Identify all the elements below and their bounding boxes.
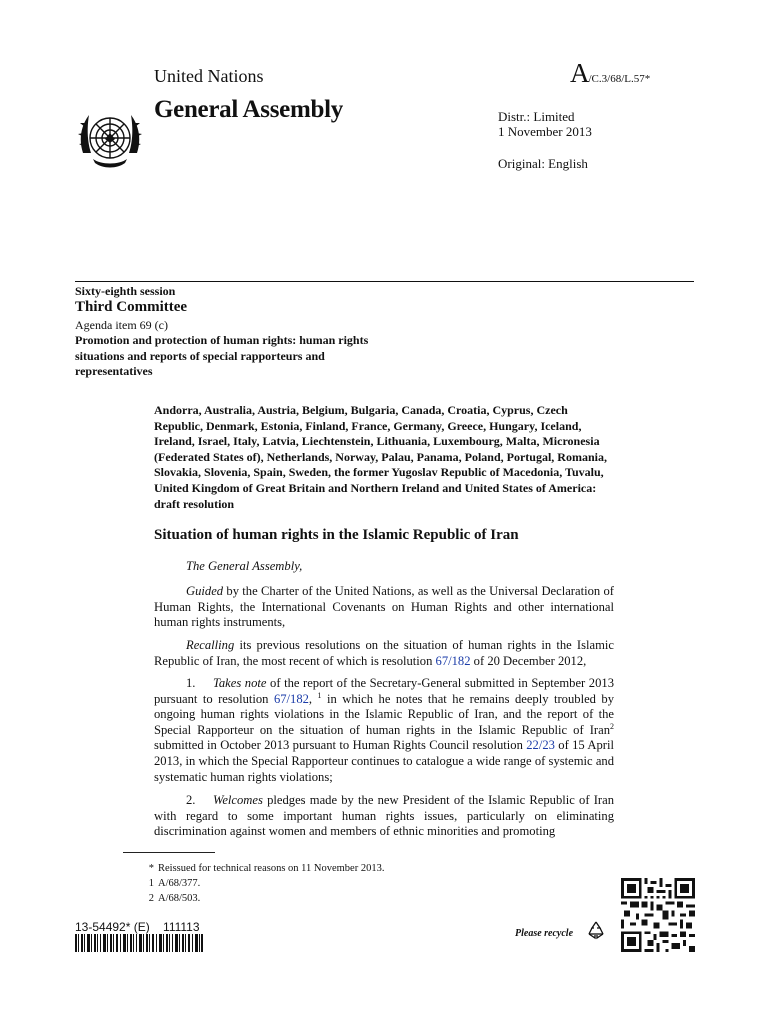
issue-date: 1 November 2013	[498, 124, 592, 139]
barcode-icon	[75, 934, 203, 952]
job-number: 13-54492* (E) 111113	[75, 920, 200, 934]
footnote-ref-1[interactable]: 1	[317, 690, 322, 700]
footnote-mark: *	[148, 863, 154, 874]
footnote-ref-2[interactable]: 2	[610, 721, 614, 731]
sponsors-list: Andorra, Australia, Austria, Belgium, Bulgaria, Canada, Croatia, Cyprus, Czech Republic, Denmark, Estonia, Finland, France, Germany, Greece, Hungary, Iceland, Ireland, Israel, Italy, Latvia, Liechtenstein, Lithuania, Luxembourg, Malta, Micronesia (Federated States of), Netherlands, Norway, Palau, Panama, Poland, Portugal, Romania, Slovakia, Slovenia, Spain, Sweden, the former Yugoslav Republic of Macedonia, Tuvalu, United Kingdom of Great Britain and Northern Ireland and United States of America: draft resolution	[154, 403, 607, 511]
resolution-title: Situation of human rights in the Islamic Republic of Iran	[154, 527, 519, 543]
agenda-item: Agenda item 69 (c)	[75, 318, 168, 332]
p4-keyword: Welcomes	[213, 793, 263, 807]
committee: Third Committee	[75, 299, 188, 315]
footnotes	[140, 861, 384, 906]
footnote-text: A/68/377.	[158, 878, 201, 889]
body-title: General Assembly	[154, 96, 343, 123]
p4-number: 2.	[186, 793, 196, 807]
footnote-divider	[123, 852, 215, 853]
p4-text: pledges made by the new President of the Islamic Republic of Iran with regard to some important human rights issues, particularly on eliminating discrimination against women and members of ethnic minorities and promoting	[154, 793, 614, 839]
p2-text-b: of 20 December 2012,	[470, 653, 587, 668]
p3-text-a: of the report of the Secretary-General submitted in September 2013 pursuant to resolution	[154, 676, 614, 706]
symbol-prefix: A	[570, 58, 589, 88]
document-symbol	[570, 58, 650, 89]
p3-text-d: submitted in October 2013 pursuant to Human Rights Council resolution	[154, 738, 527, 753]
paragraph-guided	[154, 584, 614, 631]
p2-text-a: its previous resolutions on the situation of human rights in the Islamic Republic of Iran, the most recent of which is resolution	[154, 638, 614, 668]
p3-text-b: ,	[308, 691, 318, 706]
session: Sixty-eighth session	[75, 284, 176, 298]
p3-text-c: in which he notes that he remains deeply troubled by ongoing human rights violations in the Islamic Republic of Iran, and the report of the Special Rapporteur on the situation of human rights in the Islamic Republic of Iran	[154, 691, 615, 737]
footnote-mark: 2	[148, 893, 154, 904]
resolution-link-67-182-b[interactable]: 67/182	[273, 691, 309, 706]
p3-keyword: Takes note	[213, 676, 267, 690]
paragraph-1	[154, 676, 614, 785]
footnote-text: A/68/503.	[158, 893, 201, 904]
footnote	[140, 861, 384, 876]
resolution-link-22-23[interactable]: 22/23	[526, 738, 555, 753]
paragraph-2	[154, 793, 614, 840]
un-emblem-icon	[75, 103, 145, 173]
footnote	[140, 876, 384, 891]
p1-keyword: Guided	[186, 584, 224, 598]
distribution: Distr.: Limited	[498, 109, 575, 124]
agenda-title: Promotion and protection of human rights: human rights situations and reports of special rapporteurs and representatives	[75, 333, 369, 378]
footnote-text: Reissued for technical reasons on 11 November 2013.	[158, 863, 385, 874]
p3-number: 1.	[186, 676, 196, 690]
paragraph-recalling	[154, 638, 614, 669]
original-language: Original: English	[498, 156, 588, 171]
recycle-text: Please recycle	[515, 928, 574, 939]
recycle-icon	[585, 919, 607, 941]
footnote-mark: 1	[148, 878, 154, 889]
org-name: United Nations	[154, 66, 264, 86]
p2-keyword: Recalling	[186, 638, 235, 652]
qr-code-icon	[621, 878, 695, 952]
opening-line	[154, 559, 614, 575]
footnote	[140, 891, 384, 906]
header-divider	[75, 281, 694, 282]
p3-text-e: of 15 April 2013, in which the Special Rapporteur continues to catalogue a wide range of systemic and systematic human rights violations;	[154, 738, 614, 784]
distribution-info	[498, 109, 592, 139]
p1-text: by the Charter of the United Nations, as well as the Universal Declaration of Human Rights, the International Covenants on Human Rights and other international human rights instruments,	[154, 584, 614, 630]
resolution-link-67-182[interactable]: 67/182	[435, 653, 471, 668]
opening-text: The General Assembly,	[186, 559, 303, 573]
symbol-rest: /C.3/68/L.57*	[588, 73, 651, 85]
